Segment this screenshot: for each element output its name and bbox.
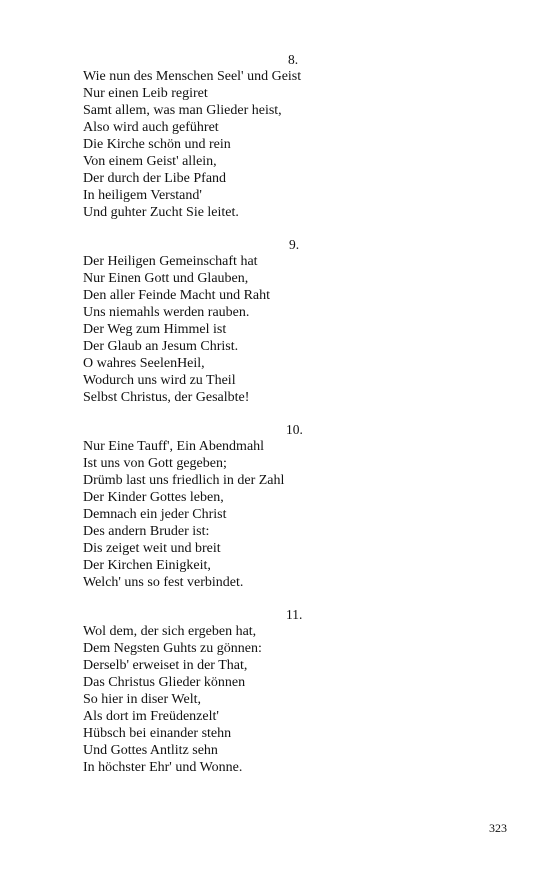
verse-line: So hier in diser Welt, [83,692,201,707]
verse-line: Drümb last uns friedlich in der Zahl [83,473,285,488]
stanza-number: 11. [286,607,303,622]
verse-line: O wahres SeelenHeil, [83,356,205,371]
verse-line: Wodurch uns wird zu Theil [83,373,236,388]
verse-line: Demnach ein jeder Christ [83,507,227,522]
verse-line: Von einem Geist' allein, [83,154,217,169]
verse-line: Und guhter Zucht Sie leitet. [83,205,239,220]
verse-line: Die Kirche schön und rein [83,137,231,152]
verse-line: Samt allem, was man Glieder heist, [83,103,282,118]
stanza-lines [83,68,383,221]
stanza-lines [83,253,383,406]
verse-line: Der Kirchen Einigkeit, [83,558,211,573]
verse-line: Derselb' erweiset in der That, [83,658,248,673]
verse-line: Des andern Bruder ist: [83,524,210,539]
stanza-number: 9. [289,237,300,252]
verse-line: Und Gottes Antlitz sehn [83,743,218,758]
verse-line: Ist uns von Gott gegeben; [83,456,227,471]
page-number: 323 [489,821,507,835]
verse-line: Uns niemahls werden rauben. [83,305,250,320]
verse-line: Das Christus Glieder können [83,675,246,690]
verse-line: Der durch der Libe Pfand [83,171,227,186]
verse-line: Dis zeiget weit und breit [83,541,221,556]
verse-line: Nur Eine Tauff', Ein Abendmahl [83,439,265,454]
verse-line: Den aller Feinde Macht und Raht [83,288,271,303]
verse-line: Also wird auch geführet [83,120,219,135]
verse-line: Der Glaub an Jesum Christ. [83,339,239,354]
verse-line: In höchster Ehr' und Wonne. [83,760,243,775]
stanza-number: 10. [286,422,303,437]
stanza-number: 8. [288,52,299,67]
stanza-lines [83,623,383,776]
verse-line: Wol dem, der sich ergeben hat, [83,624,257,639]
verse-line: In heiligem Verstand' [83,188,202,203]
verse-line: Dem Negsten Guhts zu gönnen: [83,641,262,656]
verse-line: Nur einen Leib regiret [83,86,208,101]
verse-line: Wie nun des Menschen Seel' und Geist [83,69,302,84]
verse-line: Der Weg zum Himmel ist [83,322,227,337]
verse-line: Hübsch bei einander stehn [83,726,232,741]
verse-line: Als dort im Freüdenzelt' [83,709,219,724]
verse-line: Der Heiligen Gemeinschaft hat [83,254,258,269]
verse-line: Selbst Christus, der Gesalbte! [83,390,250,405]
verse-line: Der Kinder Gottes leben, [83,490,224,505]
verse-line: Welch' uns so fest verbindet. [83,575,244,590]
stanza-lines [83,438,383,591]
verse-line: Nur Einen Gott und Glauben, [83,271,249,286]
